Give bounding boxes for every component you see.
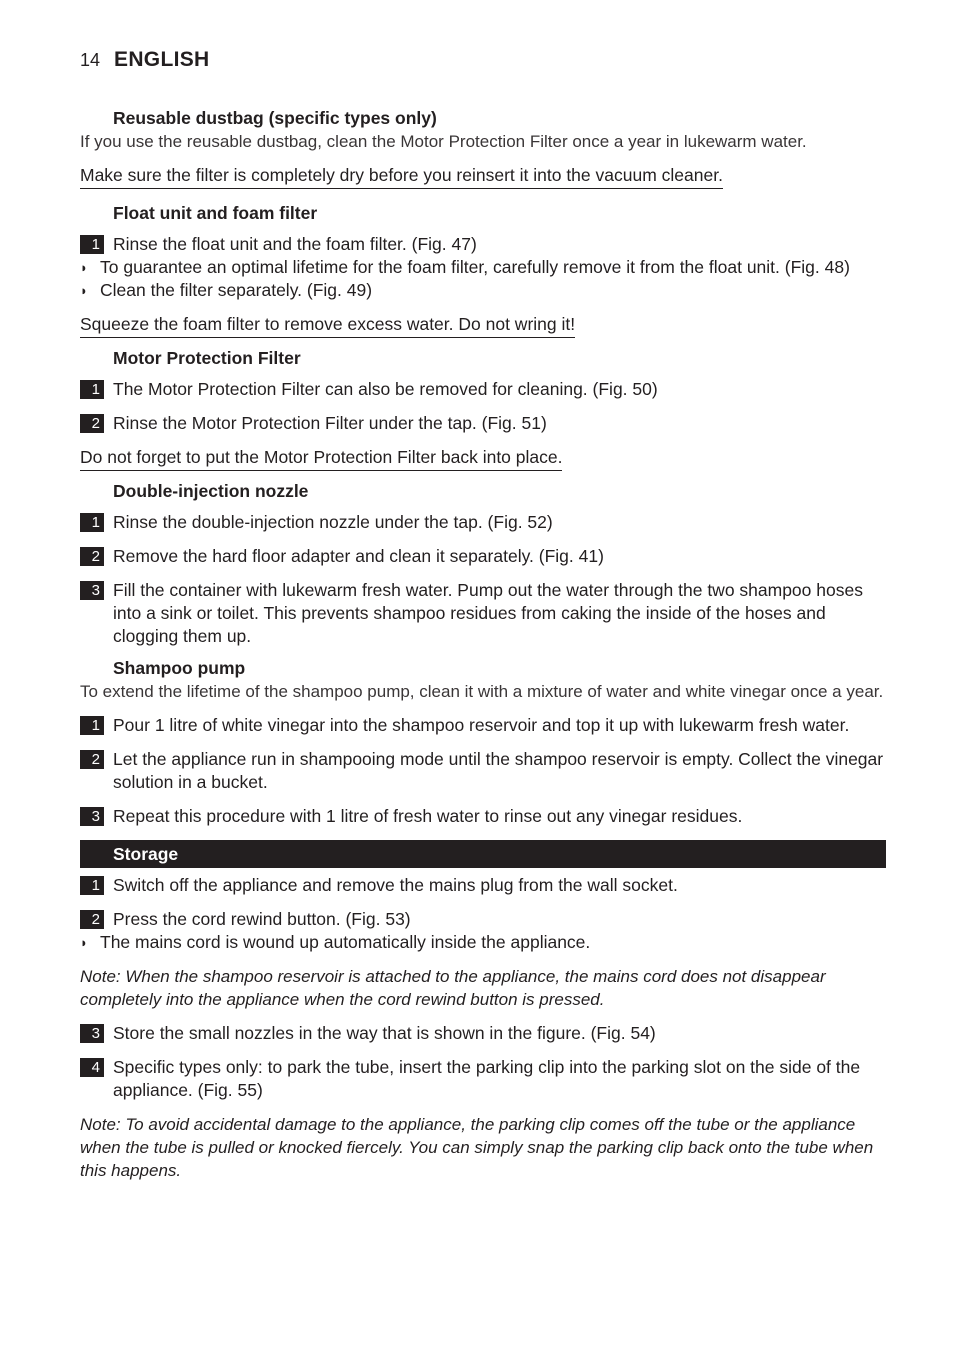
motor-filter-step-2 [80,412,886,435]
step-number: 2 [80,910,104,929]
shampoo-heading: Shampoo pump [113,658,246,678]
step-text: Rinse the Motor Protection Filter under the tap. (Fig. 51) [113,413,547,433]
float-unit-bullet-1 [80,256,886,279]
storage-note-2: Note: To avoid accidental damage to the appliance, the parking clip comes off the tube or the appliance when the tube is pulled or knocked fiercely. You can simply snap the parking clip back onto the tube when this happens. [80,1115,874,1180]
bullet-marker-icon: ◗ [80,283,88,298]
float-unit-bullet-2 [80,279,886,302]
step-number: 2 [80,750,104,769]
nozzle-step-2 [80,545,886,568]
step-text: Remove the hard floor adapter and clean it separately. (Fig. 41) [113,546,604,566]
storage-heading: Storage [80,840,886,868]
step-number: 1 [80,235,104,254]
step-number: 3 [80,1024,104,1043]
bullet-marker-icon: ◗ [80,935,88,950]
step-text: Switch off the appliance and remove the mains plug from the wall socket. [113,875,678,895]
step-text: Pour 1 litre of white vinegar into the shampoo reservoir and top it up with lukewarm fresh water. [113,715,850,735]
float-unit-heading: Float unit and foam filter [113,203,318,223]
step-number: 3 [80,807,104,826]
storage-note-1: Note: When the shampoo reservoir is attached to the appliance, the mains cord does not disappear completely into the appliance when the cord rewind button is pressed. [80,967,826,1009]
language-heading: ENGLISH [114,48,210,71]
motor-filter-warning: Do not forget to put the Motor Protection Filter back into place. [80,446,562,471]
foam-filter-warning: Squeeze the foam filter to remove excess water. Do not wring it! [80,313,575,338]
step-number: 3 [80,581,104,600]
dustbag-warning: Make sure the filter is completely dry before you reinsert it into the vacuum cleaner. [80,164,723,189]
shampoo-step-2 [80,748,886,794]
nozzle-step-3 [80,579,886,648]
bullet-marker-icon: ◗ [80,260,88,275]
step-text: The Motor Protection Filter can also be removed for cleaning. (Fig. 50) [113,379,658,399]
step-text: Rinse the double-injection nozzle under the tap. (Fig. 52) [113,512,553,532]
page-content [80,106,886,1182]
step-number: 4 [80,1058,104,1077]
step-text: Specific types only: to park the tube, insert the parking clip into the parking slot on the side of the appliance. (Fig. 55) [113,1057,861,1100]
nozzle-heading: Double-injection nozzle [113,481,309,501]
step-text: Fill the container with lukewarm fresh water. Pump out the water through the two shampoo hoses into a sink or toilet. This prevents shampoo residues from caking the inside of the hoses and clogging them up. [113,580,863,646]
bullet-text: Clean the filter separately. (Fig. 49) [100,280,373,300]
page-number: 14 [80,50,101,70]
step-number: 1 [80,513,104,532]
step-number: 1 [80,876,104,895]
shampoo-text: To extend the lifetime of the shampoo pump, clean it with a mixture of water and white vinegar once a year. [80,682,884,701]
storage-step-4 [80,1056,886,1102]
storage-step-1 [80,874,886,897]
nozzle-step-1 [80,511,886,534]
motor-filter-step-1 [80,378,886,401]
shampoo-step-1 [80,714,886,737]
step-text: Let the appliance run in shampooing mode until the shampoo reservoir is empty. Collect the vinegar solution in a bucket. [113,749,884,792]
storage-step-3 [80,1022,886,1045]
float-unit-step-1 [80,233,886,256]
step-number: 1 [80,716,104,735]
shampoo-step-3 [80,805,886,828]
storage-step-2 [80,908,886,931]
step-number: 1 [80,380,104,399]
step-number: 2 [80,414,104,433]
step-number: 2 [80,547,104,566]
page-header [80,48,209,72]
step-text: Press the cord rewind button. (Fig. 53) [113,909,411,929]
dustbag-heading: Reusable dustbag (specific types only) [113,108,437,128]
step-text: Rinse the float unit and the foam filter. (Fig. 47) [113,234,477,254]
motor-filter-heading: Motor Protection Filter [113,348,301,368]
step-text: Repeat this procedure with 1 litre of fresh water to rinse out any vinegar residues. [113,806,743,826]
bullet-text: The mains cord is wound up automatically inside the appliance. [100,932,591,952]
dustbag-text: If you use the reusable dustbag, clean the Motor Protection Filter once a year in lukewarm water. [80,132,807,151]
step-text: Store the small nozzles in the way that is shown in the figure. (Fig. 54) [113,1023,656,1043]
bullet-text: To guarantee an optimal lifetime for the foam filter, carefully remove it from the float unit. (Fig. 48) [100,257,850,277]
storage-bullet-1 [80,931,886,954]
